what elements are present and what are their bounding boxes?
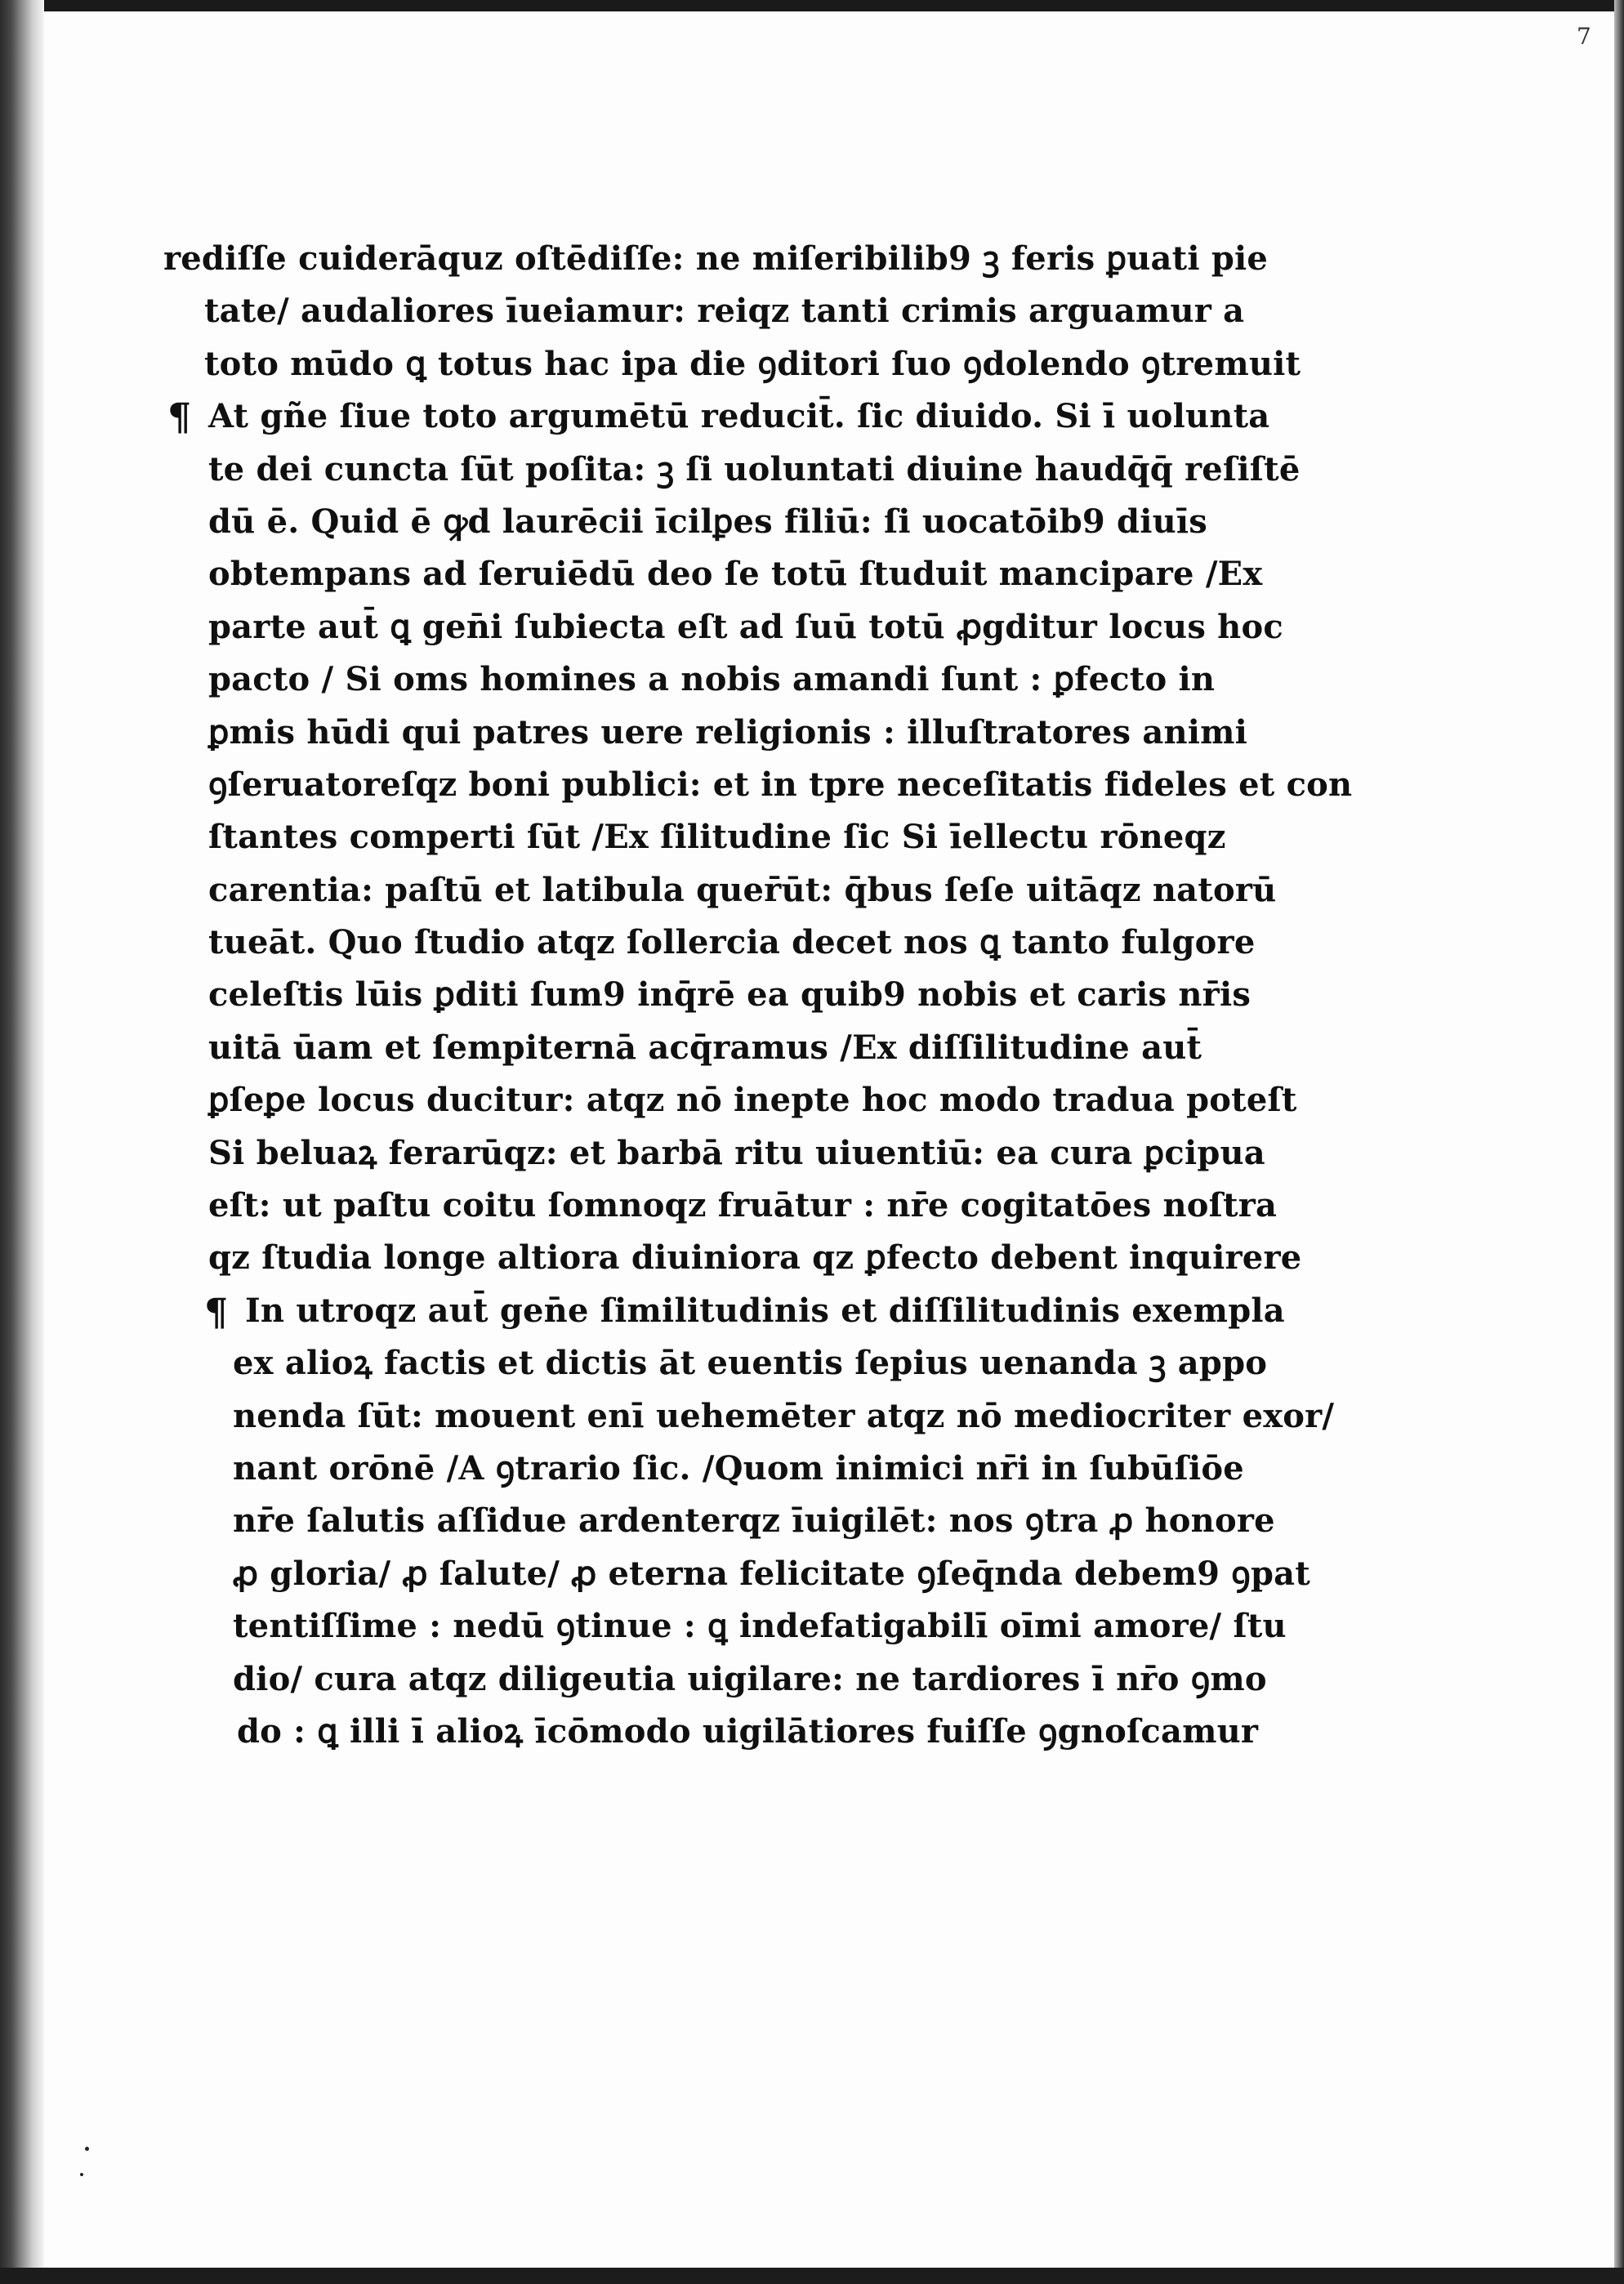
text-line: nenda ſūt: mouent enī uehemēter atqz nō mediocriter exor/ [233,1396,1335,1435]
text-line: obtempans ad ſeruiēdū deo ſe totū ſtuduit mancipare /Ex [208,555,1263,594]
text-line: tentiſſime : nedū ꝯtinue : ꝗ indefatigabilī oīmi amore/ ſtu [233,1607,1287,1646]
text-line: ꝑſeꝑe locus ducitur: atqz nō inepte hoc modo tradua poteſt [208,1081,1297,1120]
text-line: parte aut̄ ꝗ gen̄i ſubiecta eſt ad ſuū totū ꝓgditur locus hoc [208,607,1283,646]
text-block [163,233,1353,1758]
text-line: ꝑmis hūdi qui patres uere religionis : illuſtratores animi [208,712,1248,752]
text-line: uitā ūam et ſempiternā acq̄ramus /Ex diſſilitudine aut̄ [208,1028,1202,1067]
text-line: toto mūdo ꝗ totus hac ipa die ꝯditori ſuo ꝯdolendo ꝯtremuit [204,344,1301,383]
text-line: ꝯſeruatoreſqz boni publici: et in tpre neceſitatis fideles et con [208,765,1353,804]
text-line: celeſtis lūis ꝑditi ſum9 inq̄rē ea quib9 nobis et caris nr̄is [208,975,1251,1015]
text-line: ex alioꝝ factis et dictis āt euentis ſepius uenanda ꝫ appo [233,1344,1268,1383]
text-line: nr̄e ſalutis aſſidue ardenterqz īuigilēt: nos ꝯtra ꝓ honore [233,1501,1275,1541]
scan-right-border [1614,0,1624,2284]
text-line: rediſſe cuiderāquz oſtēdiſſe: ne miſeribilib9 ꝫ feris ꝑuati pie [163,239,1269,278]
scan-bottom-border [0,2268,1624,2284]
text-line: qz ſtudia longe altiora diuiniora qz ꝑfecto debent inquirere [208,1238,1302,1278]
text-line: In utroqz aut̄ gen̄e ſimilitudinis et diſſilitudinis exempla [245,1291,1285,1330]
text-line: te dei cuncta ſūt poſita: ꝫ ſi uoluntati diuine haudq̄q̄ reſiſtē [208,449,1301,488]
text-line: ſtantes comperti ſūt /Ex ſilitudine ſic Si īellectu rōneqz [208,818,1226,857]
scan-left-border [0,0,44,2284]
paragraph-mark: ¶ [204,1290,229,1334]
text-line: eſt: ut paſtu coitu ſomnoqz fruātur : nr̄e cogitatōes noſtra [208,1186,1278,1225]
paragraph-mark: ¶ [167,395,192,439]
ink-speck [85,2147,89,2151]
text-line: tate/ audaliores īueiamur: reiqz tanti crimis arguamur a [204,292,1245,331]
text-line: ꝓ gloria/ ꝓ ſalute/ ꝓ eterna felicitate ꝯſeq̄nda debem9 ꝯpat [233,1554,1310,1593]
ink-speck [80,2173,83,2176]
text-line: tueāt. Quo ſtudio atqz ſollercia decet nos ꝗ tanto fulgore [208,923,1256,962]
text-line: At gñe ſiue toto argumētū reducit̄. ſic diuido. Si ī uolunta [208,397,1270,436]
text-line: dio/ cura atqz diligeutia uigilare: ne tardiores ī nr̄o ꝯmo [233,1659,1267,1698]
text-line: pacto / Si oms homines a nobis amandi ſunt : ꝑfecto in [208,660,1216,699]
text-line: nant orōnē /A ꝯtrario ſic. /Quom inimici nr̄i in ſubūſiōe [233,1448,1244,1488]
scan-top-border [0,0,1624,11]
text-line: do : ꝗ illi ī alioꝝ īcōmodo uigilātiores fuiſſe ꝯgnoſcamur [237,1711,1259,1751]
text-line: carentia: paſtū et latibula quer̄ūt: q̄bus ſeſe uitāqz natorū [208,870,1277,909]
text-line: Si beluaꝝ ferarūqz: et barbā ritu uiuentiū: ea cura ꝑcipua [208,1133,1265,1172]
corner-mark: 7 [1577,23,1591,50]
text-line: dū ē. Quid ē ꝙd laurēcii īcilꝑes filiū: ſi uocatōib9 diuīs [208,502,1207,541]
